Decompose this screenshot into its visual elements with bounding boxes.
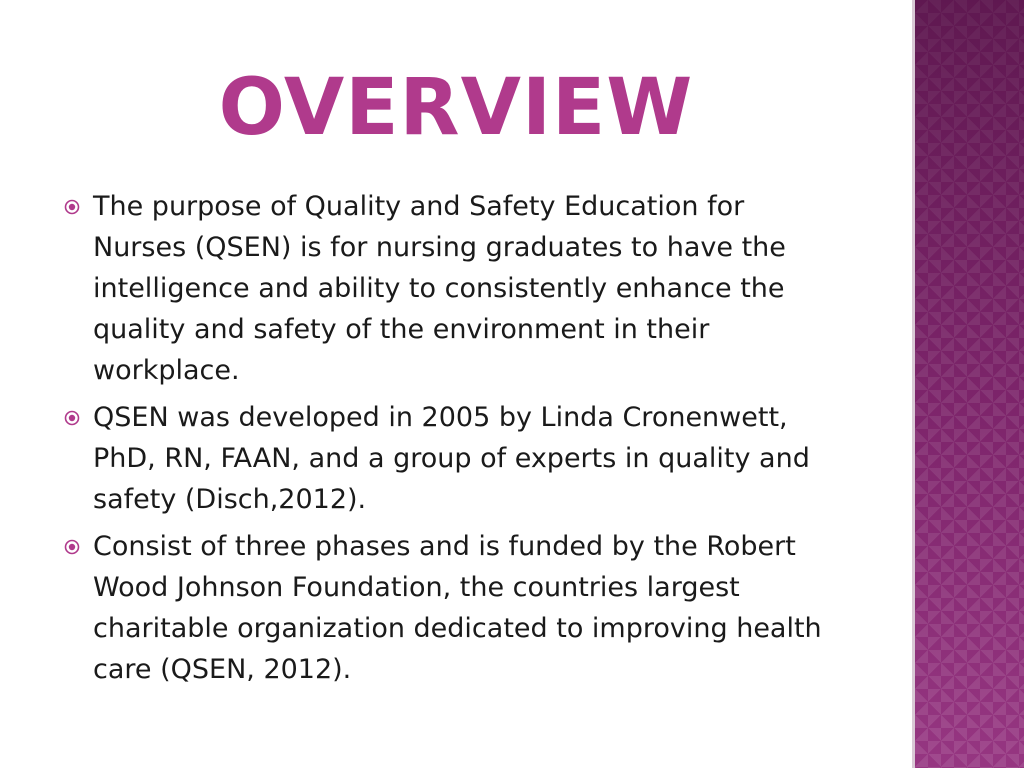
circled-dot-bullet-icon: [64, 199, 80, 215]
decorative-side-band: [912, 0, 1024, 768]
bullet-text: Consist of three phases and is funded by the Robert Wood Johnson Foundation, the countries largest charitable organization dedicated to improving health care (QSEN, 2012).: [93, 531, 822, 685]
bullet-text: QSEN was developed in 2005 by Linda Cronenwett, PhD, RN, FAAN, and a group of experts in quality and safety (Disch,2012).: [93, 402, 810, 515]
bullet-item: [60, 186, 840, 391]
bullet-text: The purpose of Quality and Safety Education for Nurses (QSEN) is for nursing graduates to have the intelligence and ability to consistently enhance the quality and safety of the environment in their workplace.: [93, 191, 786, 386]
bullet-item: [60, 397, 840, 520]
bullet-item: [60, 526, 840, 690]
slide-title: OVERVIEW: [218, 63, 694, 153]
bullet-list: [60, 186, 840, 696]
circled-dot-bullet-icon: [64, 410, 80, 426]
circled-dot-bullet-icon: [64, 539, 80, 555]
